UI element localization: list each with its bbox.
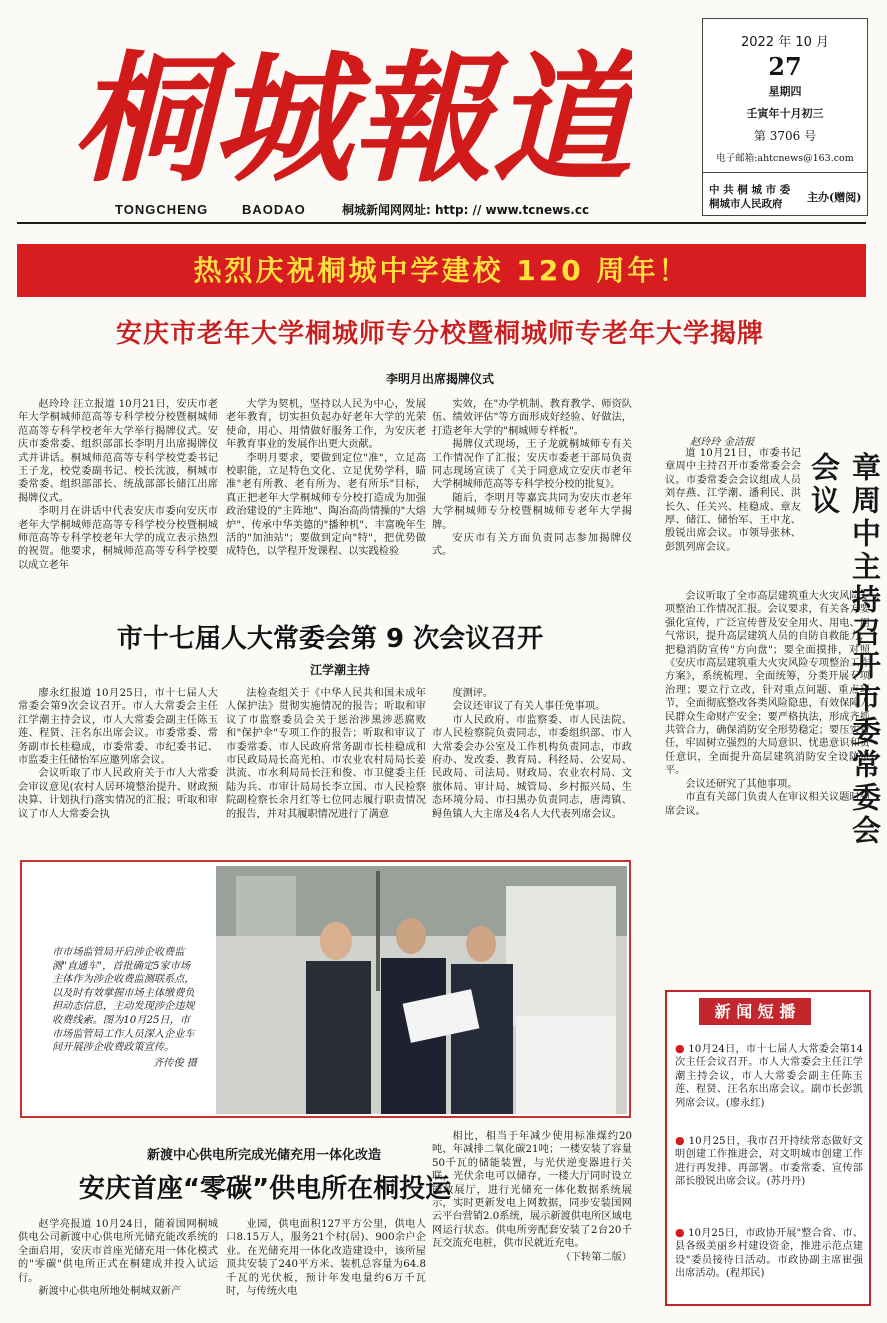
date-box <box>702 18 868 216</box>
news-photo <box>216 866 627 1114</box>
paragraph: 李明月在讲话中代表安庆市委向安庆市老年大学桐城师范高等专科学校分校暨桐城师范高等专科学校老年大学的成立表示热烈的祝贺。他要求，桐城师范高等专科学校要以成立老年 <box>18 506 218 571</box>
masthead-logo <box>72 18 632 203</box>
masthead-pinyin-left: TONGCHENG <box>115 202 209 217</box>
brief-text: 10月24日，市十七届人大常委会第14次主任会议召开。市人大常委会主任江学潮主持会议，市人大常委会副主任陈玉莲、程贤、汪名东出席会议。副市长彭凯列席会议。(廖永红) <box>675 1044 863 1109</box>
article1-title[interactable]: 安庆市老年大学桐城师专分校暨桐城师专老年大学揭牌 <box>115 319 764 349</box>
brief-text: 10月25日，我市召开持续常态做好文明创建工作推进会，对文明城市创建工作进行再发排、再部署。市委常委、宣传部部长殷锐出席会议。(苏丹丹) <box>675 1136 863 1188</box>
organizer <box>709 183 809 211</box>
masthead-title: 桐城報道 <box>72 38 632 202</box>
organizer-party: 中 共 桐 城 市 委 <box>709 184 791 196</box>
paragraph: 随后，李明月等嘉宾共同为安庆市老年大学桐城师专分校暨桐城师专老年大学揭牌。 <box>432 492 632 531</box>
article3-kicker: 新渡中心供电所完成光储充用一体化改造 <box>146 1148 381 1163</box>
paragraph: 廖永红报道 10月25日，市十七届人大常委会第9次会议召开。市人大常委会主任江学潮主持会议，市人大常委会副主任陈玉莲、程贤、汪名东出席会议。市委常委、常务副市长桂稳成，市委常委、市纪委书记、市监委主任储怡军应邀列席会议。 <box>18 688 218 767</box>
paragraph: 赵学亮报道 10月24日，随着国网桐城供电公司新渡中心供电所光储充能改系统的全面启用，安庆市首座光储充用一体化模式的"零碳"供电所正式在桐建成并投入试运行。 <box>18 1219 218 1284</box>
article4-vertical-title[interactable]: 章周中主持召开市委常委会会议 <box>807 452 882 848</box>
site-url[interactable]: 桐城新闻网网址: http: // www.tcnews.cc <box>342 203 590 217</box>
celebration-banner: 热烈庆祝桐城中学建校 120 周年！ <box>17 244 866 297</box>
article2-subtitle: 江学潮主持 <box>309 663 370 677</box>
paragraph: 新渡中心供电所地处桐城双新产 <box>38 1286 182 1298</box>
paragraph: 会议听取了全市高层建筑重大火灾风险专项整治工作情况汇报。会议要求，有关各方要强化宣传，广泛宣传普及安全用火、用电、用气常识，提升高层建筑人员的自防自救能力，把稳消防宣传"方向盘"；要全面摸排，对照《安庆市高层建筑重大火灾风险专项整治工作方案》，系统梳理、全面统筹，分类开展专项治理；要立行立改，针对重点问题、重点环节，全面彻底整改各类风险隐患，有效保障人民群众生命财产安全；要严格执法，形成齐抓共管合力，确保消防安全形势稳定；要压实责任，牢固树立强烈的大局意识、忧患意识和责任意识，全面提升高层建筑消防安全设防水平。 <box>665 591 870 777</box>
paragraph: 道 10月21日，市委书记章周中主持召开市委常委会会议。市委常委会会议组成人员刘存燕、江学潮、潘利民、洪长久、任关兴、桂稳成、章友厚、储江、储怡军、王中龙、殷锐出席会议。市领导张林、彭凯列席会议。 <box>665 448 801 553</box>
caption-text: 市市场监管局开启涉企收费监测"直通车"，首批确定5家市场主体作为涉企收费监测联系点，以及时有效掌握市场主体缴费负担动态信息，主动发现涉企违规收费线索。图为10月25日，市市场监管局工作人员深入企业车间开展涉企收费政策宣传。 <box>52 947 195 1054</box>
masthead-rule <box>17 222 866 224</box>
bullet-icon: ● <box>675 1134 685 1147</box>
article3-col2 <box>226 1218 426 1314</box>
date-year-month: 2022 年 10 月 <box>740 35 830 50</box>
news-brief-item[interactable] <box>675 1042 863 1128</box>
email[interactable]: 电子邮箱:ahtcnews@163.com <box>716 153 854 164</box>
paragraph: 揭牌仪式现场，王子龙就桐城师专有关工作情况作了汇报；安庆市委老干部局负责同志现场宣读了《关于同意成立安庆市老年大学桐城师范高等专科学校分校的批复》。 <box>432 439 632 491</box>
news-brief-title: 新 闻 短 播 <box>699 998 811 1025</box>
paragraph: 法检查组关于《中华人民共和国未成年人保护法》贯彻实施情况的报告；听取和审议了市监察委员会关于惩治涉黑涉恶腐败和"保护伞"专项工作的报告；听取和审议了市委常委、市人民政府常务副市长桂稳成和市民政局局长高光柏、市农业农村局局长姜洪流、市水利局局长汪和俊、市卫健委主任陆为兵、市审计局局长李立国、市人民检察院副检察长余月红等七位同志履行职责情况的报告，并对其履职情况进行了满意 <box>226 688 426 820</box>
article1-col3 <box>432 398 632 610</box>
photo-caption <box>52 946 197 1106</box>
paragraph: 李明月要求，要做到定位"准"，立足高校职能，立足特色文化、立足优势学科，瞄准"老有所教、老有所为、老有所乐"目标，真正把老年大学桐城师专分校打造成为加强政治建设的"主阵地"、陶冶高尚情操的"大熔炉"、传承中华美德的"播种机"、丰富晚年生活的"加油站"；要做到定向"特"，把优势做成特色，以学程开发课程、以实践检验 <box>226 452 426 558</box>
paragraph: 安庆市有关方面负责同志参加揭牌仪式。 <box>432 533 632 558</box>
issue-number: 第 3706 号 <box>753 129 817 143</box>
article1-subtitle: 李明月出席揭牌仪式 <box>385 372 494 386</box>
paragraph: 市人民政府、市监察委、市人民法院、市人民检察院负责同志，市委组织部、市人大常委会办公室及工作机构负责同志，市政府办、发改委、教育局、科经局、公安局、民政局、司法局、财政局、农业农村局、文旅体局、审计局、城管局、乡村振兴局、生态环境分局、市扫黑办负责同志，唐湾镇、鲟鱼镇人大主席及4名人大代表列席会议。 <box>432 714 632 820</box>
article3-col3 <box>432 1130 632 1314</box>
paragraph: 市直有关部门负责人在审议相关议题时列席会议。 <box>665 792 870 817</box>
paragraph: 实效，在"办学机制、教育教学、师资队伍、绩效评估"等方面形成好经验、好做法，打造老年大学的"桐城师专样板"。 <box>432 399 632 437</box>
date-weekday: 星期四 <box>768 85 802 98</box>
masthead-pinyin-right: BAODAO <box>242 202 306 217</box>
news-brief-item[interactable] <box>675 1134 863 1220</box>
brief-text: 10月25日，市政协开展"整合省、市、县各级美丽乡村建设资金，推进示范点建设"委员接待日活动。市政协副主席崔强出席活动。(程邦民) <box>675 1228 863 1280</box>
date-lunar: 壬寅年十月初三 <box>746 107 824 120</box>
photo-credit: 齐传俊 摄 <box>153 1057 197 1069</box>
paragraph: 会议还审议了有关人事任免事项。 <box>452 701 606 713</box>
paragraph: 会议还研究了其他事项。 <box>685 778 798 790</box>
article3-col1 <box>18 1218 218 1314</box>
article4-byline: 赵玲玲 金洁报 <box>690 437 755 448</box>
organizer-gov: 桐城市人民政府 <box>709 198 783 210</box>
article2-col2 <box>226 687 426 853</box>
article1-col1 <box>18 398 218 610</box>
paragraph: 会议听取了市人民政府关于市人大常委会审议意见(农村人居环境整治提升、财政预决算、计划执行)落实情况的汇报；听取和审议了市人大常委会执 <box>18 768 218 820</box>
paragraph: 度测评。 <box>452 688 494 699</box>
article4-body <box>665 590 870 980</box>
news-brief-item[interactable] <box>675 1226 863 1302</box>
article3-title[interactable]: 安庆首座“零碳”供电所在桐投运 <box>78 1174 452 1204</box>
article2-col3 <box>432 687 632 853</box>
article1-col2 <box>226 398 426 610</box>
paragraph: （下转第二版） <box>560 1251 632 1263</box>
paragraph: 大学为契机，坚持以人民为中心，发展老年教育，切实担负起办好老年大学的光荣使命，用心、用情做好服务工作，为安庆老年教育事业的发展作出更大贡献。 <box>226 399 426 451</box>
date-day: 27 <box>768 52 802 81</box>
article2-title[interactable]: 市十七届人大常委会第 9 次会议召开 <box>116 624 544 654</box>
bullet-icon: ● <box>675 1042 685 1055</box>
article2-col1 <box>18 687 218 853</box>
paragraph: 赵玲玲 汪立报道 10月21日，安庆市老年大学桐城师范高等专科学校分校暨桐城师范高等专科学校老年大学举行揭牌仪式。安庆市委常委、组织部部长李明月出席揭牌仪式并讲话。桐城师范高等专科学校党委书记王子龙，校党委副书记、校长沈波，桐城市委常委、组织部部长、统战部部长储江出席揭牌仪式。 <box>18 399 218 504</box>
paragraph: 相比，相当于年减少使用标准煤约20吨，年减排二氧化碳21吨；一楼安装了容量50千瓦的储能装置，与光伏逆变器进行关联，光伏余电可以储存，一楼大厅同时设立能效展厅，进行光储充一体化数据系统展示，实时更新发电上网数据，同步安装国网云平台营销2.0系统，展示新渡供电所区域电网运行状态。供电所旁配套安装了2台20千瓦交流充电桩，供市民就近充电。 <box>432 1131 632 1250</box>
bullet-icon: ● <box>675 1226 685 1239</box>
article4-body-top <box>665 447 801 587</box>
host-label: 主办(赠阅) <box>807 191 862 204</box>
paragraph: 业园，供电面积127平方公里，供电人口8.15万人，服务21个村(居)、900余户企业。在光储充用一体化改造建设中，该所屋顶共安装了240平方米、装机总容量为64.8千瓦的光伏板，预计年发电量约6万千瓦时，与传统火电 <box>226 1219 426 1298</box>
